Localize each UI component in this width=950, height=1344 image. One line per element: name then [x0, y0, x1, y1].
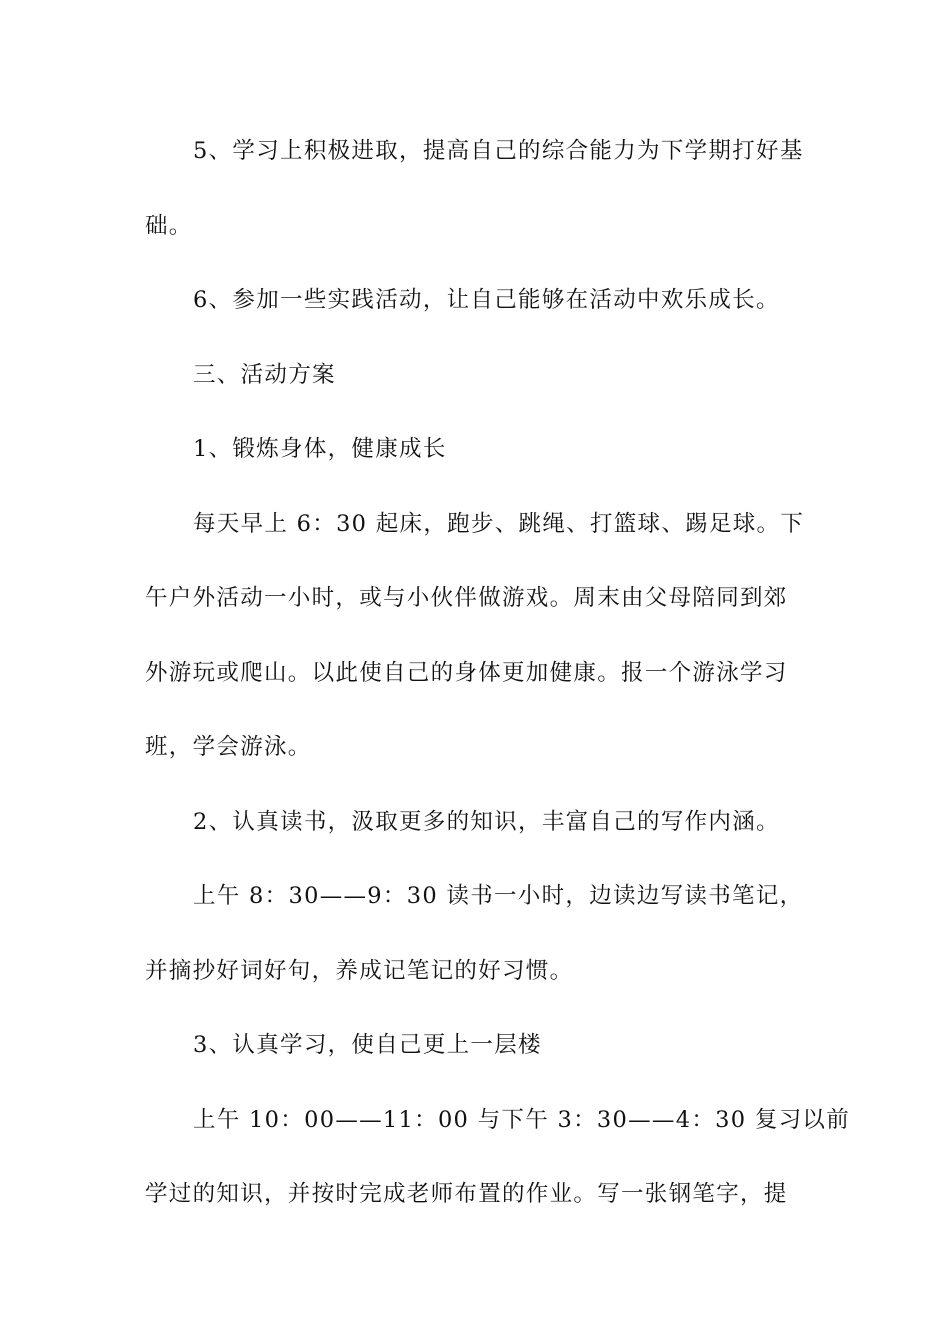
- paragraph-line: 外游玩或爬山。以此使自己的身体更加健康。报一个游泳学习: [145, 659, 788, 686]
- paragraph-line: 5、学习上积极进取，提高自己的综合能力为下学期打好基: [193, 138, 804, 164]
- subsection-heading: 2、认真读书，汲取更多的知识，丰富自己的写作内涵。: [193, 808, 780, 835]
- paragraph-line: 6、参加一些实践活动，让自己能够在活动中欢乐成长。: [193, 287, 780, 313]
- paragraph-line: 每天早上 6：30 起床，跑步、跳绳、打篮球、踢足球。下: [193, 510, 805, 537]
- subsection-heading: 1、锻炼身体，健康成长: [193, 436, 447, 462]
- paragraph-line: 午户外活动一小时，或与小伙伴做游戏。周末由父母陪同到郊: [145, 585, 788, 611]
- paragraph-line: 班，学会游泳。: [145, 734, 312, 760]
- paragraph-line: 上午 8：30——9：30 读书一小时，边读边写读书笔记，: [193, 883, 804, 909]
- section-heading: 三、活动方案: [193, 361, 336, 388]
- document-body: [145, 133, 851, 1251]
- paragraph-line: 并摘抄好词好句，养成记笔记的好习惯。: [145, 957, 574, 984]
- paragraph-line: 础。: [145, 212, 193, 239]
- paragraph-line: 上午 10：00——11：00 与下午 3：30——4：30 复习以前: [193, 1106, 851, 1133]
- paragraph-line: 学过的知识，并按时完成老师布置的作业。写一张钢笔字，提: [145, 1181, 788, 1207]
- subsection-heading: 3、认真学习，使自己更上一层楼: [193, 1032, 542, 1058]
